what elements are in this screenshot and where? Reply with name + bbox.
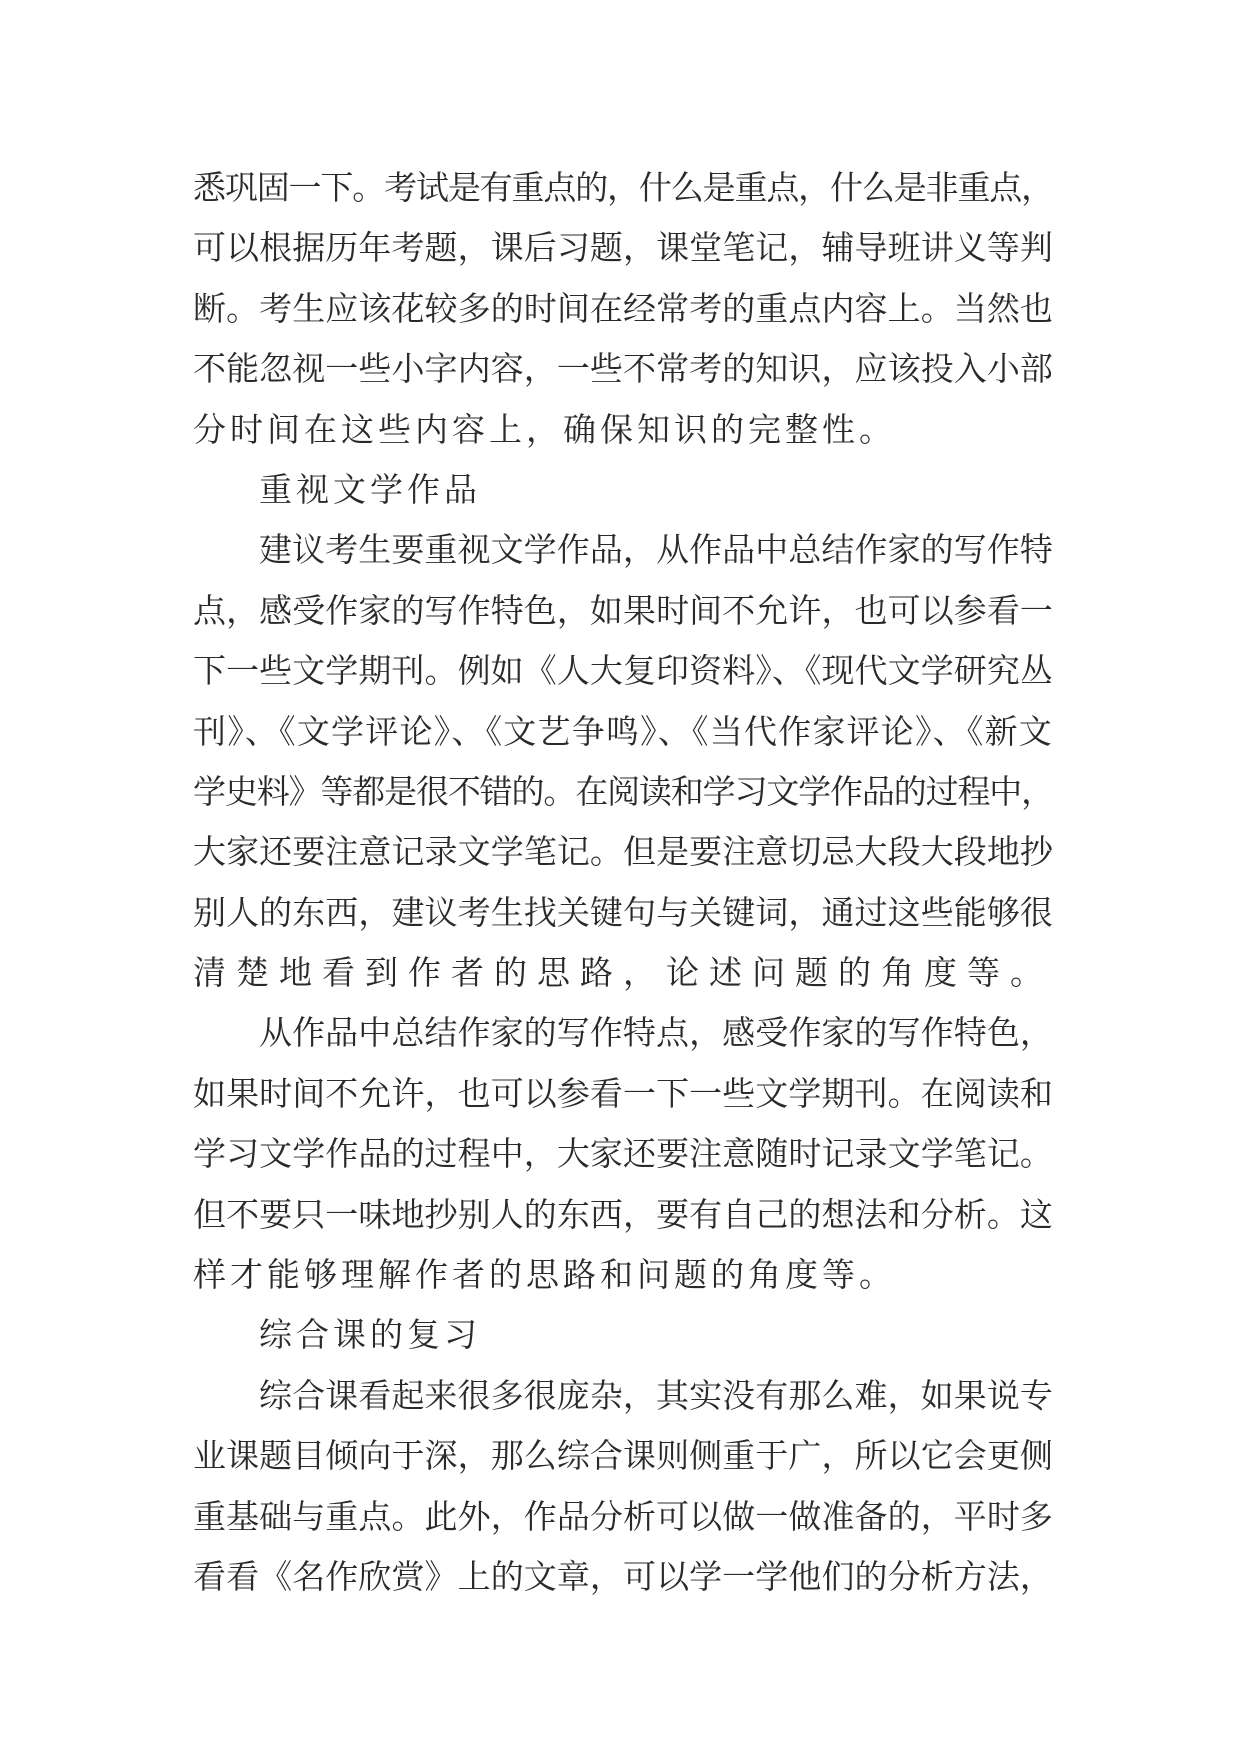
text-line: 建议考生要重视文学作品，从作品中总结作家的写作特 xyxy=(259,530,1053,570)
text-line: 综合课看起来很多很庞杂，其实没有那么难，如果说专 xyxy=(259,1375,1053,1415)
text-line: 业课题目倾向于深，那么综合课则侧重于广，所以它会更侧 xyxy=(193,1436,1053,1476)
text-line: 看看《名作欣赏》上的文章，可以学一学他们的分析方法， xyxy=(193,1556,1053,1596)
text-line: 从作品中总结作家的写作特点，感受作家的写作特色， xyxy=(259,1013,1053,1053)
text-line: 清楚地看到作者的思路，论述问题的角度等。 xyxy=(193,953,1053,993)
text-line: 样才能够理解作者的思路和问题的角度等。 xyxy=(193,1255,896,1295)
text-line: 可以根据历年考题，课后习题，课堂笔记，辅导班讲义等判 xyxy=(193,228,1053,268)
text-line: 别人的东西，建议考生找关键句与关键词，通过这些能够很 xyxy=(193,892,1053,932)
text-line: 重基础与重点。此外，作品分析可以做一做准备的，平时多 xyxy=(193,1496,1053,1536)
text-line: 如果时间不允许，也可以参看一下一些文学期刊。在阅读和 xyxy=(193,1073,1053,1113)
text-line: 断。考生应该花较多的时间在经常考的重点内容上。当然也 xyxy=(193,288,1053,328)
text-line: 下一些文学期刊。例如《人大复印资料》、《现代文学研究丛 xyxy=(193,651,1053,691)
text-line: 分时间在这些内容上，确保知识的完整性。 xyxy=(193,409,896,449)
text-line: 学史料》等都是很不错的。在阅读和学习文学作品的过程中， xyxy=(193,771,1053,811)
text-line: 悉巩固一下。考试是有重点的，什么是重点，什么是非重点， xyxy=(193,168,1053,207)
text-line: 学习文学作品的过程中，大家还要注意随时记录文学笔记。 xyxy=(193,1134,1053,1174)
text-line: 大家还要注意记录文学笔记。但是要注意切忌大段大段地抄 xyxy=(193,832,1053,872)
text-line: 综合课的复习 xyxy=(259,1315,481,1355)
text-line: 重视文学作品 xyxy=(259,469,481,509)
document-body xyxy=(193,158,1053,1607)
text-line: 刊》、《文学评论》、《文艺争鸣》、《当代作家评论》、《新文 xyxy=(193,711,1053,751)
text-line: 但不要只一味地抄别人的东西，要有自己的想法和分析。这 xyxy=(193,1194,1053,1234)
text-line: 不能忽视一些小字内容，一些不常考的知识，应该投入小部 xyxy=(193,349,1053,389)
text-line: 点，感受作家的写作特色，如果时间不允许，也可以参看一 xyxy=(193,590,1053,630)
